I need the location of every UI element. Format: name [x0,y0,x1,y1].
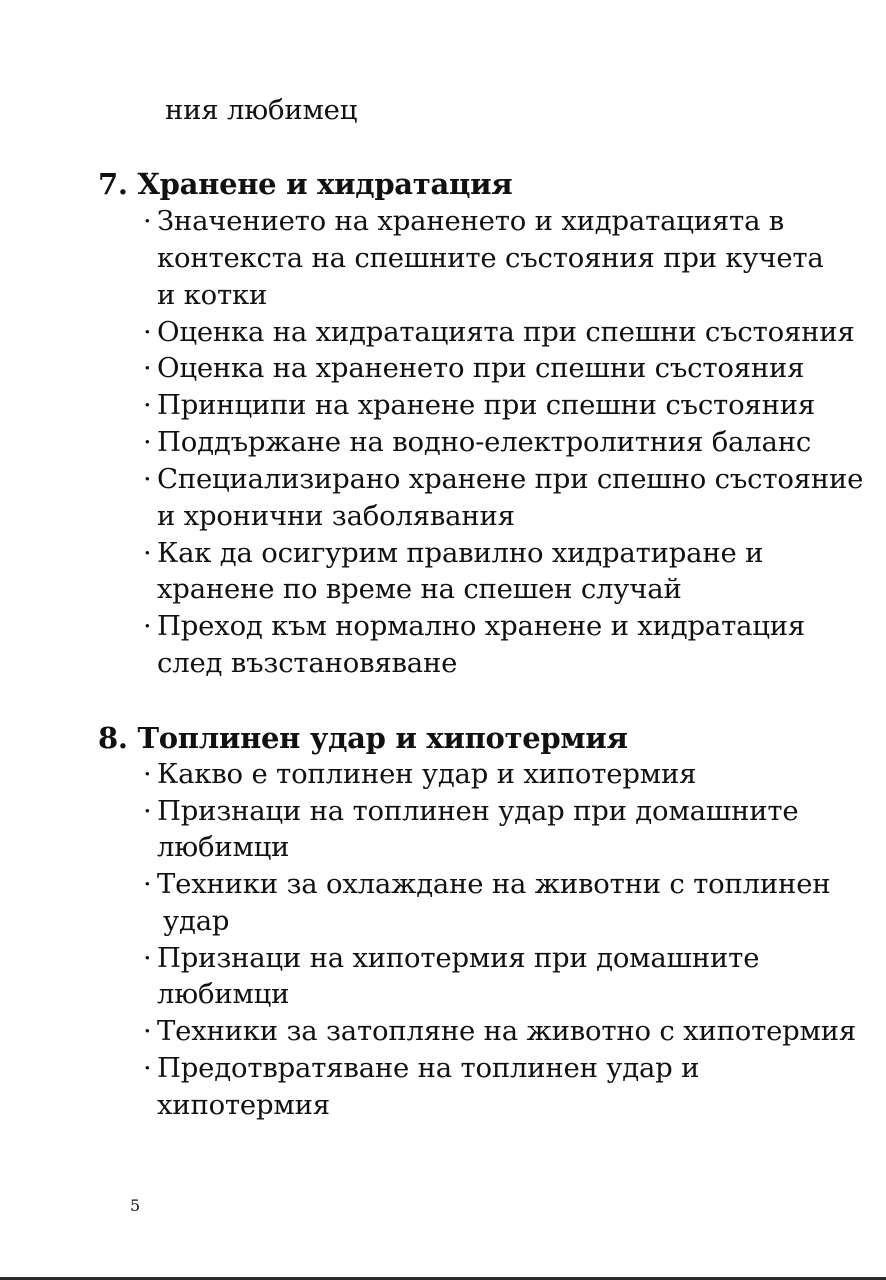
list-item: · Поддържане на водно-електролитния баланс [143,426,812,458]
bullet-dot: · [143,1052,152,1084]
bullet-dot: · [143,868,152,900]
section-8-heading: 8. Топлинен удар и хипотермия [98,721,628,755]
section-7-heading: 7. Хранене и хидратация [98,167,513,201]
bullet-dot: · [143,942,152,974]
bullet-dot: · [143,352,152,384]
list-item: · Принципи на хранене при спешни състояния [143,389,815,421]
list-item: · Оценка на хидратацията при спешни състояния [143,316,855,348]
list-item-continuation: хипотермия [157,1089,330,1121]
list-item: · Техники за затопляне на животно с хипотермия [143,1015,857,1047]
bullet-dot: · [143,205,152,237]
list-item-continuation: контекста на спешните състояния при кучета [157,242,824,274]
list-item-continuation: хранене по време на спешен случай [157,573,682,605]
list-item-continuation: и хронични заболявания [157,500,515,532]
list-item: · Техники за охлаждане на животни с топлинен [143,868,831,900]
bullet-dot: · [143,537,152,569]
bullet-dot: · [143,1015,152,1047]
bullet-dot: · [143,426,152,458]
list-item: · Предотвратяване на топлинен удар и [143,1052,700,1084]
list-item-continuation: след възстановяване [157,647,458,679]
page-number: 5 [130,1196,141,1215]
list-item: · Значението на храненето и хидратацията в [143,205,785,237]
list-item: · Оценка на храненето при спешни състояния [143,352,805,384]
bullet-dot: · [143,758,152,790]
bullet-dot: · [143,389,152,421]
bullet-dot: · [143,316,152,348]
list-item-continuation: любимци [157,978,290,1010]
list-item: · Как да осигурим правилно хидратиране и [143,537,764,569]
list-item-continuation: любимци [157,831,290,863]
list-item: · Какво е топлинен удар и хипотермия [143,758,697,790]
bullet-dot: · [143,795,152,827]
continuation-text: ния любимец [165,94,358,126]
bullet-dot: · [143,610,152,642]
bullet-dot: · [143,463,152,495]
list-item-continuation: и котки [157,279,268,311]
list-item: · Специализирано хранене при спешно състояние [143,463,864,495]
list-item-continuation: удар [163,905,230,937]
list-item: · Признаци на топлинен удар при домашните [143,795,799,827]
list-item: · Признаци на хипотермия при домашните [143,942,760,974]
list-item: · Преход към нормално хранене и хидратация [143,610,806,642]
